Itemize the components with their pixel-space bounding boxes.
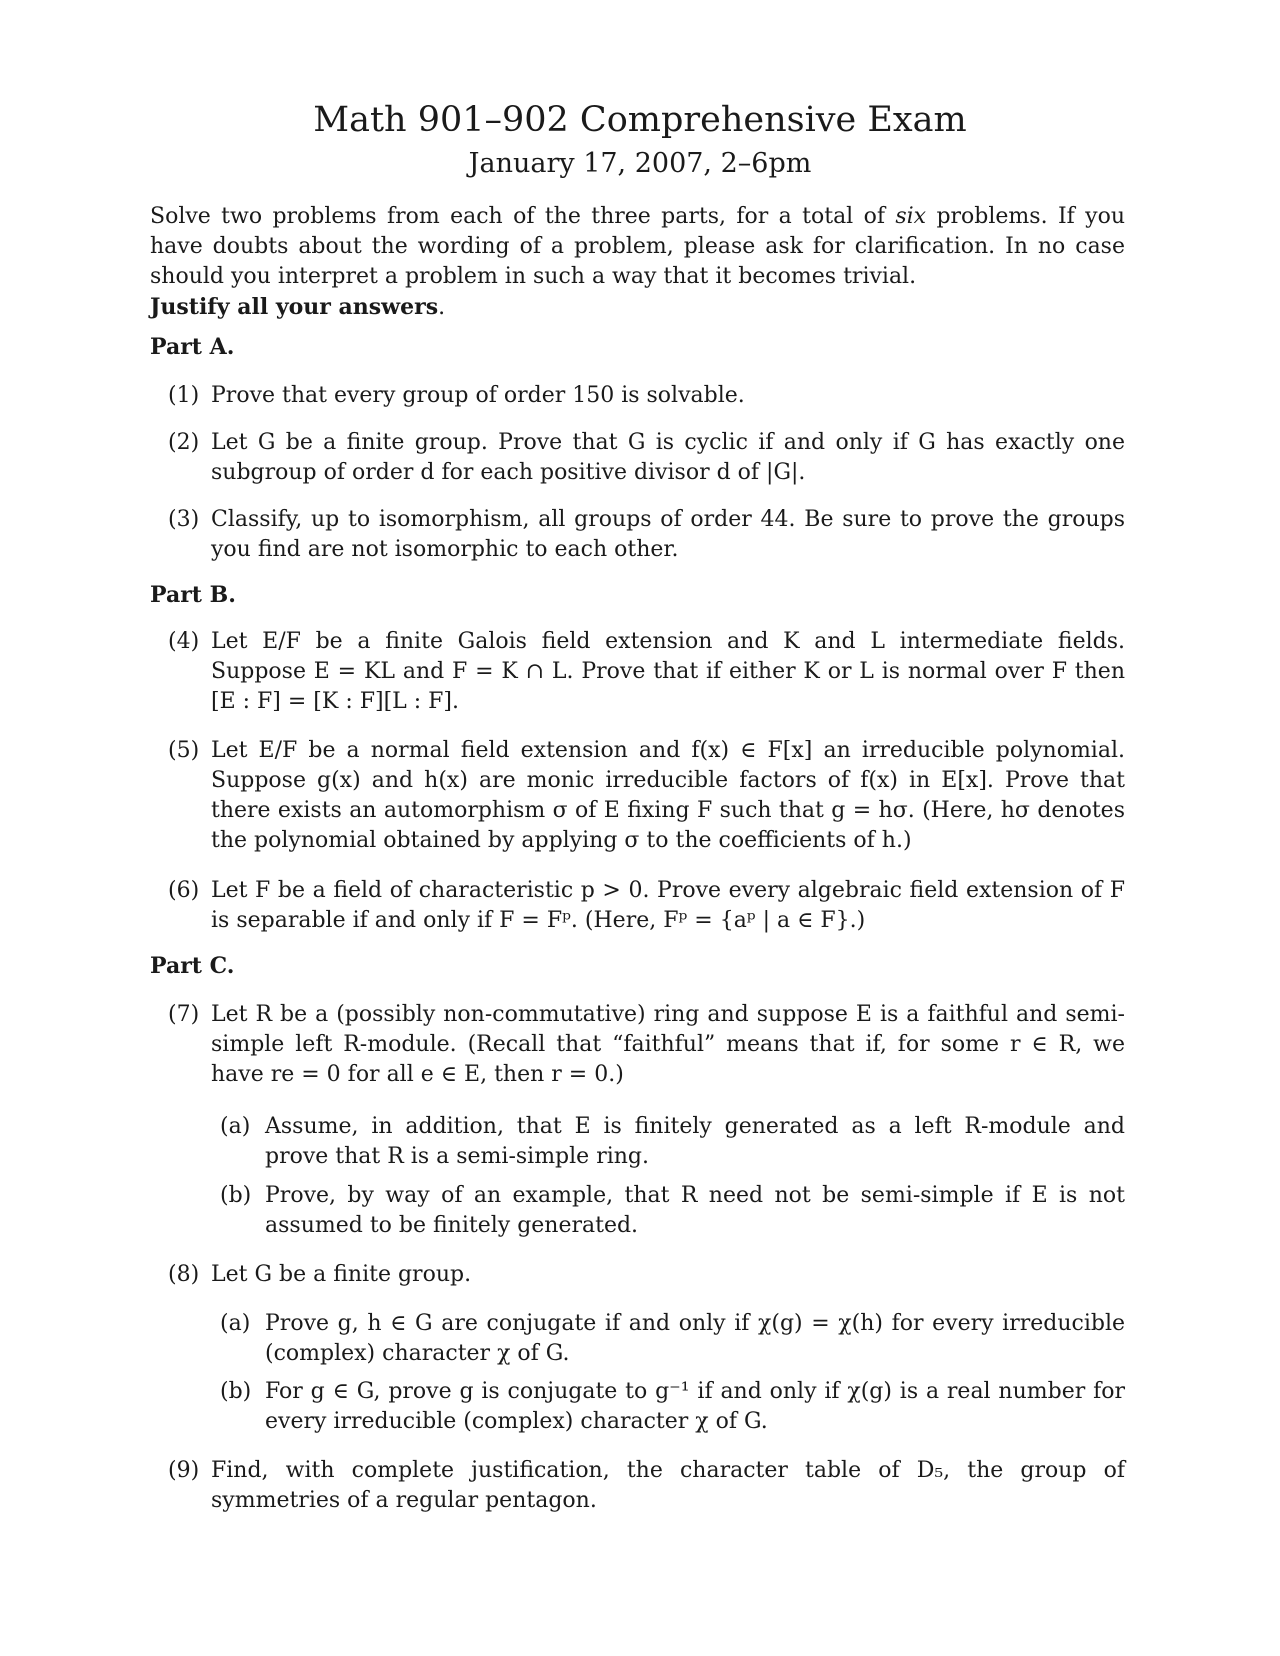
problem-8: [168, 1260, 1125, 1290]
problem-1: [168, 381, 1125, 411]
instructions-text-b: problems. If you have doubts about the wording of a problem, please ask for clarification. In no case should you interpret a problem in such a way that it becomes trivial.: [150, 204, 1125, 289]
part-a-heading: Part A.: [150, 334, 235, 360]
problem-text: Let R be a (possibly non-commutative) ring and suppose E is a faithful and semi-simple left R-module. (Recall that “faithful” means that if, for some r ∈ R, we have re = 0 for all e ∈ E, then r = 0.): [211, 1002, 1125, 1087]
subproblem-text: Assume, in addition, that E is finitely generated as a left R-module and prove that R is a semi-simple ring.: [265, 1114, 1125, 1169]
exam-date: January 17, 2007, 2–6pm: [468, 148, 812, 179]
subproblem-text: Prove g, h ∈ G are conjugate if and only if χ(g) = χ(h) for every irreducible (complex) character χ of G.: [265, 1311, 1125, 1366]
problem-text: Let G be a finite group.: [211, 1262, 472, 1287]
subproblem-letter: (a): [220, 1311, 251, 1336]
exam-title: Math 901–902 Comprehensive Exam: [313, 100, 967, 140]
problem-7a: [220, 1112, 1125, 1172]
problem-3: [168, 505, 1125, 565]
problem-7b: [220, 1181, 1125, 1241]
problem-number: (8): [168, 1262, 200, 1287]
subproblem-letter: (b): [220, 1183, 252, 1208]
problem-text: Prove that every group of order 150 is solvable.: [211, 383, 745, 408]
problem-2: [168, 428, 1125, 488]
problem-text: Let G be a finite group. Prove that G is cyclic if and only if G has exactly one subgroup of order d for each positive divisor d of |G|.: [211, 430, 1125, 485]
problem-number: (1): [168, 383, 200, 408]
instructions: [150, 202, 1125, 323]
problem-text: Classify, up to isomorphism, all groups of order 44. Be sure to prove the groups you find are not isomorphic to each other.: [211, 507, 1125, 562]
justify-notice: Justify all your answers: [150, 294, 439, 320]
part-b-heading: Part B.: [150, 582, 236, 608]
problem-text: Let E/F be a normal field extension and f(x) ∈ F[x] an irreducible polynomial. Suppose g(x) and h(x) are monic irreducible factors of f(x) in E[x]. Prove that there exists an automorphism σ of E fixing F such that g = hσ. (Here, hσ denotes the polynomial obtained by applying σ to the coefficients of h.): [211, 738, 1125, 853]
problem-number: (3): [168, 507, 200, 532]
problem-7: [168, 1000, 1125, 1090]
problem-number: (7): [168, 1002, 200, 1027]
problem-text: Find, with complete justification, the character table of D₅, the group of symmetries of a regular pentagon.: [211, 1458, 1125, 1513]
subproblem-letter: (b): [220, 1379, 252, 1404]
subproblem-letter: (a): [220, 1114, 251, 1139]
instructions-emphasis: six: [895, 204, 927, 229]
problem-text: Let F be a field of characteristic p > 0. Prove every algebraic field extension of F is separable if and only if F = Fᵖ. (Here, Fᵖ = {aᵖ | a ∈ F}.): [211, 878, 1125, 933]
problem-number: (2): [168, 430, 200, 455]
problem-6: [168, 876, 1125, 936]
problem-number: (4): [168, 629, 200, 654]
instructions-text-a: Solve two problems from each of the three parts, for a total of: [150, 204, 896, 229]
subproblem-text: Prove, by way of an example, that R need not be semi-simple if E is not assumed to be finitely generated.: [265, 1183, 1125, 1238]
problem-5: [168, 736, 1125, 856]
subproblem-text: For g ∈ G, prove g is conjugate to g⁻¹ if and only if χ(g) is a real number for every irreducible (complex) character χ of G.: [265, 1379, 1125, 1434]
problem-text: Let E/F be a finite Galois field extension and K and L intermediate fields. Suppose E = KL and F = K ∩ L. Prove that if either K or L is normal over F then [E : F] = [K : F][L : F].: [211, 629, 1125, 714]
problem-number: (5): [168, 738, 200, 763]
problem-9: [168, 1456, 1125, 1516]
part-c-heading: Part C.: [150, 953, 235, 979]
problem-4: [168, 627, 1125, 717]
justify-period: .: [438, 295, 446, 320]
problem-8a: [220, 1309, 1125, 1369]
problem-number: (9): [168, 1458, 200, 1483]
problem-8b: [220, 1377, 1125, 1437]
problem-number: (6): [168, 878, 200, 903]
